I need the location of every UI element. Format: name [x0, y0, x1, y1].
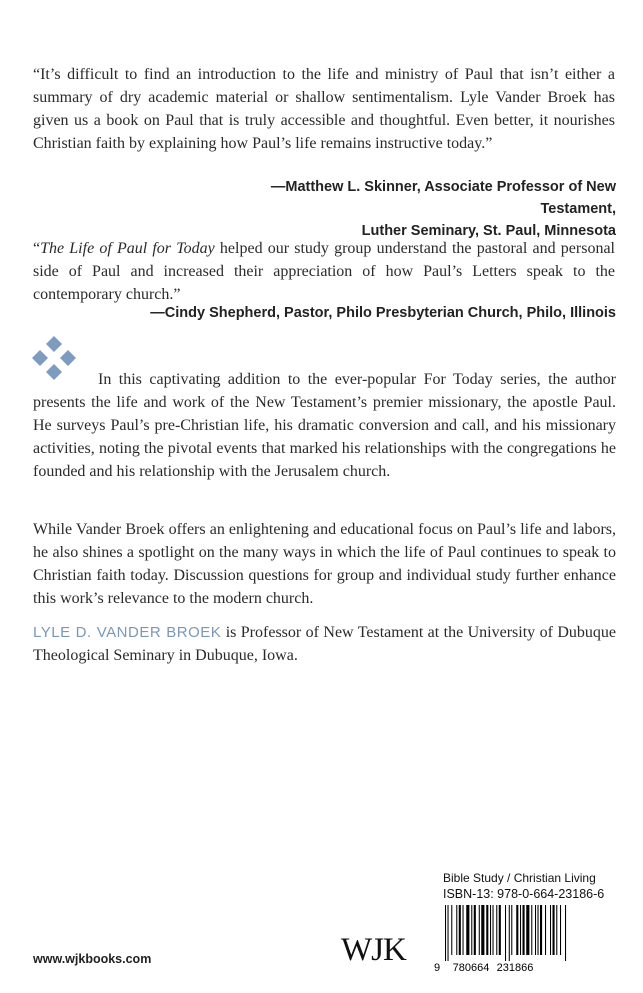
- barcode-bar: [535, 905, 536, 955]
- quote-2-rest: helped our study group understand the pastoral and personal side of Paul and increased their appreciation of how Paul’s Letters speak to the contemporary church.”: [33, 240, 615, 303]
- quote-2-open: “: [33, 240, 41, 257]
- barcode-bar: [466, 905, 469, 955]
- barcode-bar: [479, 905, 480, 955]
- publisher-logo: WJK: [341, 932, 406, 968]
- website-url[interactable]: www.wjkbooks.com: [33, 952, 152, 966]
- endorsement-attribution-1: [200, 176, 616, 242]
- barcode-bar: [509, 905, 510, 961]
- attribution-1-line-2: Luther Seminary, St. Paul, Minnesota: [361, 223, 616, 239]
- barcode-bar: [471, 905, 472, 955]
- attribution-1-line-1: —Matthew L. Skinner, Associate Professor of New Testament,: [270, 179, 616, 217]
- barcode-bar: [456, 905, 457, 955]
- barcode-icon: [433, 905, 616, 973]
- barcode-bar: [499, 905, 501, 955]
- barcode-bar: [550, 905, 551, 955]
- barcode-bar: [523, 905, 525, 955]
- barcode-bar: [448, 905, 449, 961]
- author-bio-text: is Professor of New Testament at the University of Dubuque Theological Seminary in Dubuque, Iowa.: [33, 624, 616, 664]
- barcode-bar: [545, 905, 546, 955]
- barcode-group-2: 231866: [496, 962, 534, 973]
- barcode-bar: [526, 905, 529, 955]
- barcode-bar: [531, 905, 532, 955]
- description-paragraph-2: While Vander Broek offers an enlightening and educational focus on Paul’s life and labors, he also shines a spotlight on the many ways in which the life of Paul continues to speak to Christian faith today. Discussion questions for group and individual study further enhance this work’s relevance to the modern church.: [33, 521, 616, 607]
- endorsement-attribution-2: —Cindy Shepherd, Pastor, Philo Presbyterian Church, Philo, Illinois: [150, 305, 616, 321]
- barcode-category: Bible Study / Christian Living: [443, 871, 596, 885]
- barcode-group-1: 780664: [452, 962, 490, 973]
- author-bio: [33, 621, 616, 667]
- barcode-bar: [486, 905, 488, 955]
- description-paragraph-1: [33, 368, 616, 483]
- barcode-bar: [445, 905, 446, 961]
- barcode-bar: [474, 905, 476, 955]
- barcode-bar: [451, 905, 452, 955]
- author-name: LYLE D. VANDER BROEK: [33, 624, 222, 641]
- barcode-bar: [560, 905, 561, 955]
- barcode-bar: [511, 905, 512, 955]
- barcode-bar: [493, 905, 494, 955]
- barcode-bar: [463, 905, 464, 955]
- barcode-bar: [538, 905, 539, 955]
- barcode-bar: [556, 905, 557, 955]
- barcode-bar: [481, 905, 484, 955]
- isbn-label: ISBN-13: 978-0-664-23186-6: [443, 887, 605, 901]
- barcode-bar: [496, 905, 497, 955]
- book-title: The Life of Paul for Today: [40, 240, 215, 257]
- barcode-bar: [459, 905, 461, 955]
- endorsement-quote-2: [33, 237, 615, 306]
- barcode-bar: [565, 905, 566, 961]
- description-1-text: In this captivating addition to the ever-popular For Today series, the author presents the life and work of the New Testament’s premier missionary, the apostle Paul. He surveys Paul’s pre-Christian life, his dramatic conversion and call, and his missionary activities, noting the pivotal events that marked his relationships with the congregations he founded and his relationship with the Jerusalem church.: [33, 371, 616, 480]
- barcode-first-digit: 9: [434, 962, 441, 973]
- barcode-bar: [553, 905, 555, 955]
- barcode-bar: [520, 905, 521, 955]
- barcode-bar: [540, 905, 542, 955]
- barcode-box: [433, 865, 616, 973]
- endorsement-quote-1: “It’s difficult to find an introduction to the life and ministry of Paul that isn’t either a summary of dry academic material or shallow sentimentalism. Lyle Vander Broek has given us a book on Paul that is truly accessible and thoughtful. Even better, it nourishes Christian faith by explaining how Paul’s life remains instructive today.”: [33, 66, 615, 152]
- barcode-bar: [516, 905, 518, 955]
- barcode-bar: [505, 905, 506, 961]
- barcode-bar: [490, 905, 491, 955]
